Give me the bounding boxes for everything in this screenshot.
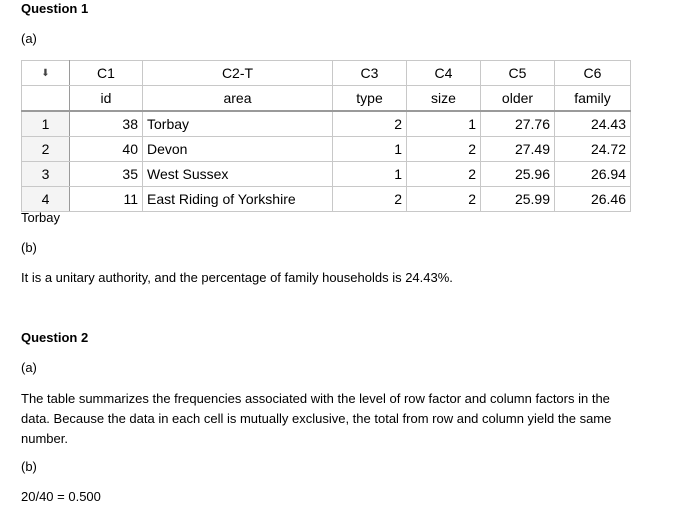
cell-id[interactable]: 11 — [70, 187, 143, 212]
question-1-answer-a: Torbay — [21, 210, 61, 225]
column-name[interactable]: type — [333, 86, 407, 112]
cell-area[interactable]: Devon — [143, 137, 333, 162]
question-1-heading: Question 1 — [21, 1, 89, 16]
column-name[interactable]: size — [407, 86, 481, 112]
table-row — [22, 111, 631, 137]
name-row-corner — [22, 86, 70, 112]
cell-older[interactable]: 27.49 — [481, 137, 555, 162]
column-code[interactable]: C2-T — [143, 61, 333, 86]
cell-family[interactable]: 24.43 — [555, 111, 631, 137]
cell-family[interactable]: 26.46 — [555, 187, 631, 212]
cell-family[interactable]: 26.94 — [555, 162, 631, 187]
row-number[interactable]: 1 — [22, 111, 70, 137]
column-name[interactable]: id — [70, 86, 143, 112]
cell-older[interactable]: 27.76 — [481, 111, 555, 137]
column-code-row — [22, 61, 631, 86]
cell-id[interactable]: 38 — [70, 111, 143, 137]
question-2-heading: Question 2 — [21, 330, 89, 345]
column-name-row — [22, 86, 631, 112]
table-row — [22, 187, 631, 212]
cell-family[interactable]: 24.72 — [555, 137, 631, 162]
cell-older[interactable]: 25.99 — [481, 187, 555, 212]
cell-id[interactable]: 40 — [70, 137, 143, 162]
down-arrow-icon: ⬇ — [41, 67, 50, 79]
cell-size[interactable]: 1 — [407, 111, 481, 137]
column-name[interactable]: area — [143, 86, 333, 112]
question-1-part-b-label: (b) — [21, 240, 37, 255]
cell-area[interactable]: East Riding of Yorkshire — [143, 187, 333, 212]
question-2-answer-b: 20/40 = 0.500 — [21, 489, 101, 504]
column-code[interactable]: C1 — [70, 61, 143, 86]
cell-type[interactable]: 1 — [333, 162, 407, 187]
question-1-part-a-label: (a) — [21, 31, 37, 46]
cell-area[interactable]: Torbay — [143, 111, 333, 137]
cell-older[interactable]: 25.96 — [481, 162, 555, 187]
cell-type[interactable]: 1 — [333, 137, 407, 162]
worksheet — [21, 60, 645, 207]
column-code[interactable]: C3 — [333, 61, 407, 86]
table-row — [22, 137, 631, 162]
question-2-part-b-label: (b) — [21, 459, 37, 474]
question-2-part-a-label: (a) — [21, 360, 37, 375]
column-code[interactable]: C6 — [555, 61, 631, 86]
cell-type[interactable]: 2 — [333, 111, 407, 137]
cell-area[interactable]: West Sussex — [143, 162, 333, 187]
cell-type[interactable]: 2 — [333, 187, 407, 212]
question-1-answer-b: It is a unitary authority, and the percentage of family households is 24.43%. — [21, 270, 453, 285]
cell-size[interactable]: 2 — [407, 162, 481, 187]
column-code[interactable]: C4 — [407, 61, 481, 86]
cell-id[interactable]: 35 — [70, 162, 143, 187]
cell-size[interactable]: 2 — [407, 137, 481, 162]
row-number[interactable]: 2 — [22, 137, 70, 162]
row-number[interactable]: 4 — [22, 187, 70, 212]
question-2-answer-a: The table summarizes the frequencies associated with the level of row factor and column factors in the data. Because the data in each cell is mutually exclusive, the total from row and column yield the same number. — [21, 391, 612, 446]
column-name[interactable]: older — [481, 86, 555, 112]
worksheet-corner[interactable] — [22, 61, 70, 86]
table-row — [22, 162, 631, 187]
column-code[interactable]: C5 — [481, 61, 555, 86]
column-name[interactable]: family — [555, 86, 631, 112]
row-number[interactable]: 3 — [22, 162, 70, 187]
cell-size[interactable]: 2 — [407, 187, 481, 212]
